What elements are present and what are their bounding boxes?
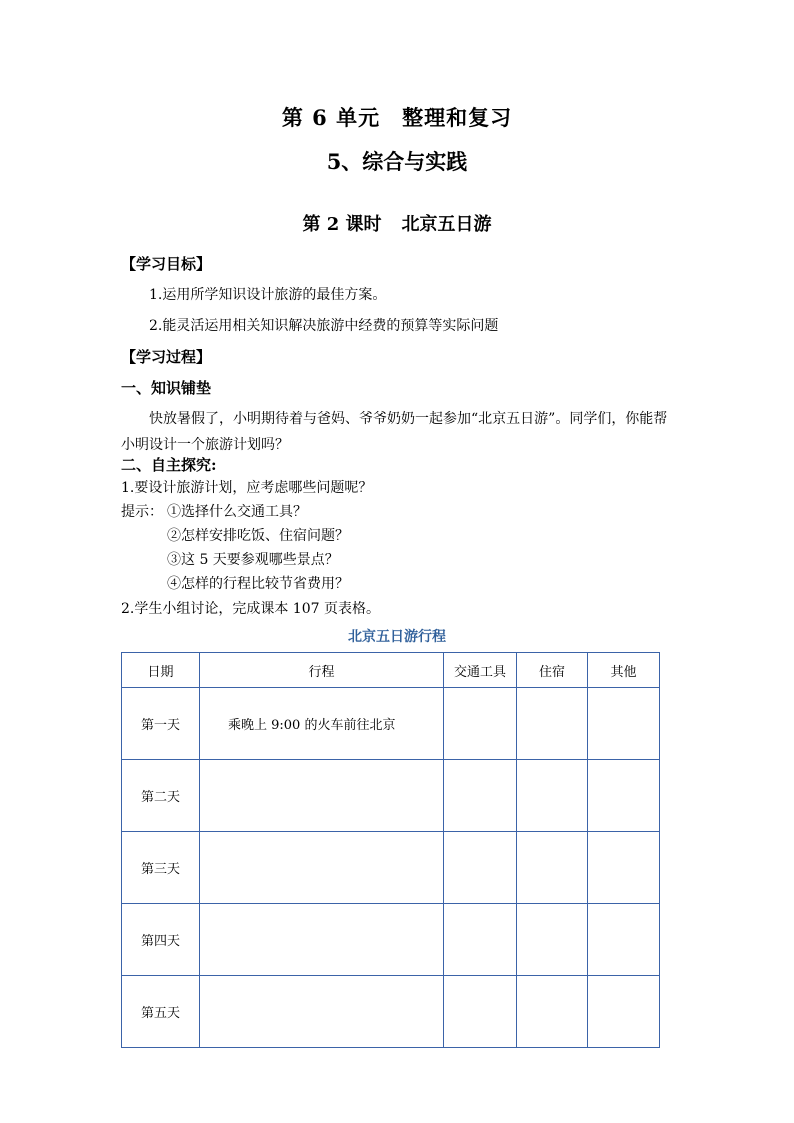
table-row — [122, 760, 660, 832]
lodging-cell — [517, 688, 588, 760]
column-header-date: 日期 — [122, 653, 200, 688]
hint-item: ①选择什么交通工具？ — [167, 504, 307, 520]
other-cell — [588, 832, 660, 904]
day-cell: 第五天 — [122, 976, 200, 1048]
question-1: 1.要设计旅游计划，应考虑哪些问题呢？ — [121, 480, 373, 496]
other-cell — [588, 760, 660, 832]
other-cell — [588, 688, 660, 760]
column-header-route: 行程 — [200, 653, 444, 688]
transport-cell — [444, 688, 517, 760]
process-heading: 【学习过程】 — [121, 348, 212, 366]
transport-cell — [444, 904, 517, 976]
itinerary-table — [121, 652, 660, 1048]
hint-item: ④怎样的行程比较节省费用？ — [167, 576, 349, 592]
transport-cell — [444, 832, 517, 904]
unit-number: 第 6 单元 — [281, 105, 381, 130]
hint-item: ②怎样安排吃饭、住宿问题？ — [167, 528, 349, 544]
part1-paragraph: 快放暑假了，小明期待着与爸妈、爷爷奶奶一起参加“北京五日游”。同学们，你能帮小明设计一个旅游计划吗？ — [121, 411, 668, 453]
column-header-other: 其他 — [588, 653, 660, 688]
part1-heading: 一、知识铺垫 — [121, 379, 212, 397]
route-cell — [200, 760, 444, 832]
day-cell: 第四天 — [122, 904, 200, 976]
part2-heading: 二、自主探究: — [121, 456, 217, 474]
objectives-heading: 【学习目标】 — [121, 255, 212, 273]
route-cell: 乘晚上 9:00 的火车前往北京 — [200, 688, 444, 760]
day-cell: 第二天 — [122, 760, 200, 832]
table-caption: 北京五日游行程 — [348, 629, 446, 645]
question-2: 2.学生小组讨论，完成课本 107 页表格。 — [121, 601, 380, 617]
section-title: 5、综合与实践 — [326, 149, 468, 174]
objective-item: 1.运用所学知识设计旅游的最佳方案。 — [149, 287, 387, 303]
hint-label: 提示： — [121, 504, 163, 520]
table-row — [122, 688, 660, 760]
table-header-row — [122, 653, 660, 688]
column-header-transport: 交通工具 — [444, 653, 517, 688]
lesson-number: 第 2 课时 — [302, 214, 382, 235]
lodging-cell — [517, 976, 588, 1048]
lodging-cell — [517, 760, 588, 832]
other-cell — [588, 904, 660, 976]
route-cell — [200, 832, 444, 904]
table-row — [122, 832, 660, 904]
hint-item: ③这 5 天要参观哪些景点？ — [167, 552, 339, 568]
transport-cell — [444, 976, 517, 1048]
table-row — [122, 904, 660, 976]
lodging-cell — [517, 832, 588, 904]
objective-item: 2.能灵活运用相关知识解决旅游中经费的预算等实际问题 — [149, 318, 499, 334]
unit-title — [0, 102, 794, 132]
day-cell: 第三天 — [122, 832, 200, 904]
day-cell: 第一天 — [122, 688, 200, 760]
route-cell — [200, 976, 444, 1048]
lodging-cell — [517, 904, 588, 976]
table-row — [122, 976, 660, 1048]
transport-cell — [444, 760, 517, 832]
column-header-lodging: 住宿 — [517, 653, 588, 688]
lesson-name: 北京五日游 — [401, 214, 492, 235]
route-cell — [200, 904, 444, 976]
lesson-title — [0, 210, 794, 236]
other-cell — [588, 976, 660, 1048]
unit-name: 整理和复习 — [402, 105, 513, 130]
